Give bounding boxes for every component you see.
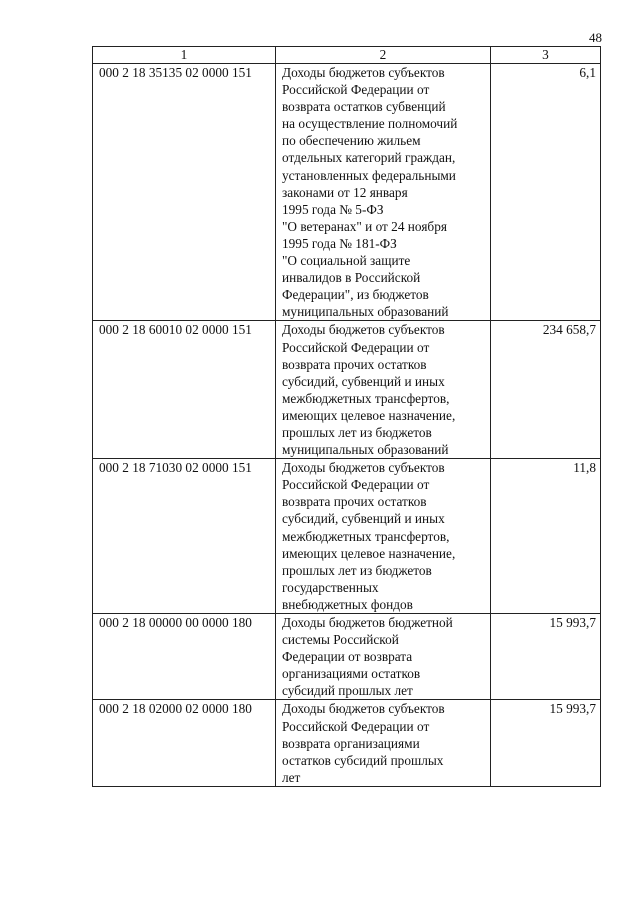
table-header-row (93, 47, 601, 64)
page-number: 48 (589, 30, 602, 45)
amount-cell: 234 658,7 (491, 321, 601, 459)
table-row (93, 614, 601, 700)
table-row (93, 64, 601, 321)
header-col-2: 2 (276, 47, 491, 64)
header-col-3: 3 (491, 47, 601, 64)
budget-code-cell: 000 2 18 35135 02 0000 151 (93, 64, 276, 321)
amount-cell: 11,8 (491, 459, 601, 614)
table-row (93, 459, 601, 614)
table-row (93, 700, 601, 786)
amount-cell: 15 993,7 (491, 700, 601, 786)
amount-cell: 6,1 (491, 64, 601, 321)
budget-code-cell: 000 2 18 71030 02 0000 151 (93, 459, 276, 614)
table-row (93, 321, 601, 459)
revenue-name-cell: Доходы бюджетов субъектов Российской Федерации от возврата остатков субвенций на осуществление полномочий по обеспечению жильем отдельных категорий граждан, установленных федеральными законами от 12 января 1995 года № 5-ФЗ "О ветеранах" и от 24 ноября 1995 года № 181-ФЗ "О социальной защите инвалидов в Российской Федерации", из бюджетов муниципальных образований (276, 64, 491, 321)
budget-code-cell: 000 2 18 60010 02 0000 151 (93, 321, 276, 459)
revenue-name-cell: Доходы бюджетов субъектов Российской Федерации от возврата прочих остатков субсидий, субвенций и иных межбюджетных трансфертов, имеющих целевое назначение, прошлых лет из бюджетов муниципальных образований (276, 321, 491, 459)
budget-code-cell: 000 2 18 00000 00 0000 180 (93, 614, 276, 700)
revenue-name-cell: Доходы бюджетов субъектов Российской Федерации от возврата прочих остатков субсидий, субвенций и иных межбюджетных трансфертов, имеющих целевое назначение, прошлых лет из бюджетов государственных внебюджетных фондов (276, 459, 491, 614)
budget-revenue-table (92, 46, 601, 787)
revenue-name-cell: Доходы бюджетов бюджетной системы Российской Федерации от возврата организациями остатков субсидий прошлых лет (276, 614, 491, 700)
amount-cell: 15 993,7 (491, 614, 601, 700)
revenue-name-cell: Доходы бюджетов субъектов Российской Федерации от возврата организациями остатков субсидий прошлых лет (276, 700, 491, 786)
header-col-1: 1 (93, 47, 276, 64)
budget-code-cell: 000 2 18 02000 02 0000 180 (93, 700, 276, 786)
